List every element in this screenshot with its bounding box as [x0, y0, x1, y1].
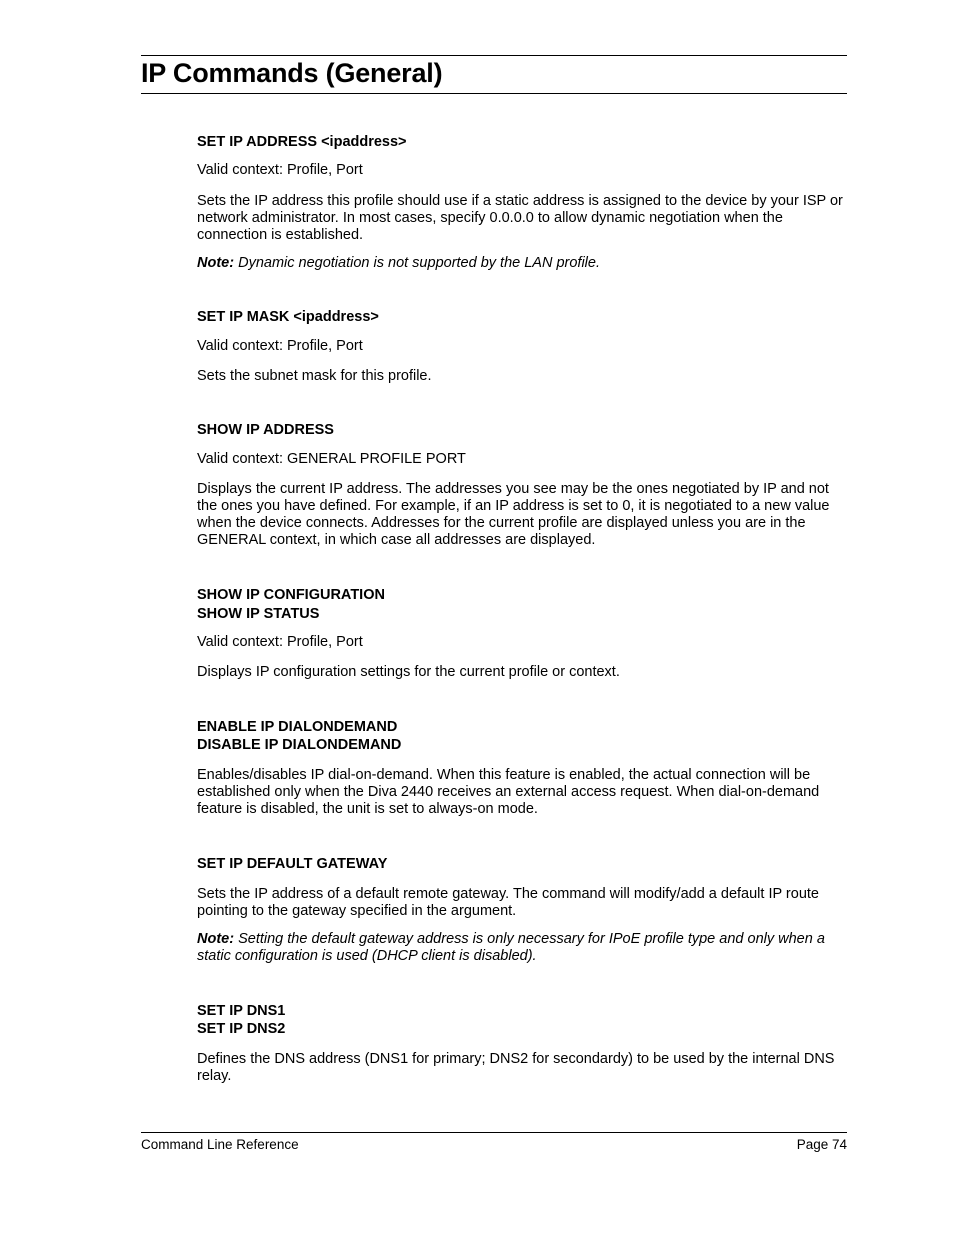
page-title: IP Commands (General): [141, 58, 443, 88]
valid-context: Valid context: Profile, Port: [197, 162, 363, 178]
command-heading: SHOW IP CONFIGURATION: [197, 587, 385, 603]
footer-rule: [141, 1132, 847, 1133]
footer-document-title: Command Line Reference: [141, 1137, 299, 1152]
header-rule-bottom: [141, 93, 847, 94]
note-text: Dynamic negotiation is not supported by the LAN profile.: [238, 255, 600, 271]
command-heading: SET IP DEFAULT GATEWAY: [197, 856, 388, 872]
valid-context: Valid context: Profile, Port: [197, 338, 363, 354]
command-heading: SET IP DNS1: [197, 1003, 286, 1019]
command-description: Defines the DNS address (DNS1 for primary; DNS2 for secondardy) to be used by the internal DNS relay.: [197, 1051, 835, 1084]
note: [197, 255, 851, 272]
note: [197, 931, 851, 965]
valid-context: Valid context: Profile, Port: [197, 634, 363, 650]
command-description: Sets the IP address this profile should use if a static address is assigned to the device by your ISP or network administrator. In most cases, specify 0.0.0.0 to allow dynamic negotiation when the connection is established.: [197, 193, 843, 243]
command-heading: SHOW IP STATUS: [197, 606, 320, 622]
command-heading: ENABLE IP DIALONDEMAND: [197, 719, 398, 735]
command-description: Sets the subnet mask for this profile.: [197, 368, 432, 384]
footer-page-number: Page 74: [796, 1137, 847, 1152]
note-label: Note:: [197, 255, 235, 271]
note-text: Setting the default gateway address is only necessary for IPoE profile type and only when a static configuration is used (DHCP client is disabled).: [197, 931, 825, 964]
command-description: Enables/disables IP dial-on-demand. When this feature is enabled, the actual connection will be established only when the Diva 2440 receives an external access request. When dial-on-demand feature is disabled, the unit is set to always-on mode.: [197, 767, 820, 817]
command-heading: SET IP DNS2: [197, 1021, 286, 1037]
command-heading: SET IP ADDRESS <ipaddress>: [197, 134, 407, 150]
command-description: Displays the current IP address. The addresses you see may be the ones negotiated by IP and not the ones you have defined. For example, if an IP address is set to 0, it is negotiated to a new value when the device connects. Addresses for the current profile are displayed unless you are in the GENERAL context, in which case all addresses are displayed.: [197, 481, 830, 548]
command-description: Displays IP configuration settings for the current profile or context.: [197, 664, 620, 680]
command-heading: DISABLE IP DIALONDEMAND: [197, 737, 402, 753]
command-heading: SHOW IP ADDRESS: [197, 422, 334, 438]
note-label: Note:: [197, 931, 235, 947]
command-heading: SET IP MASK <ipaddress>: [197, 309, 379, 325]
command-description: Sets the IP address of a default remote gateway. The command will modify/add a default IP route pointing to the gateway specified in the argument.: [197, 886, 819, 919]
valid-context: Valid context: GENERAL PROFILE PORT: [197, 451, 466, 467]
